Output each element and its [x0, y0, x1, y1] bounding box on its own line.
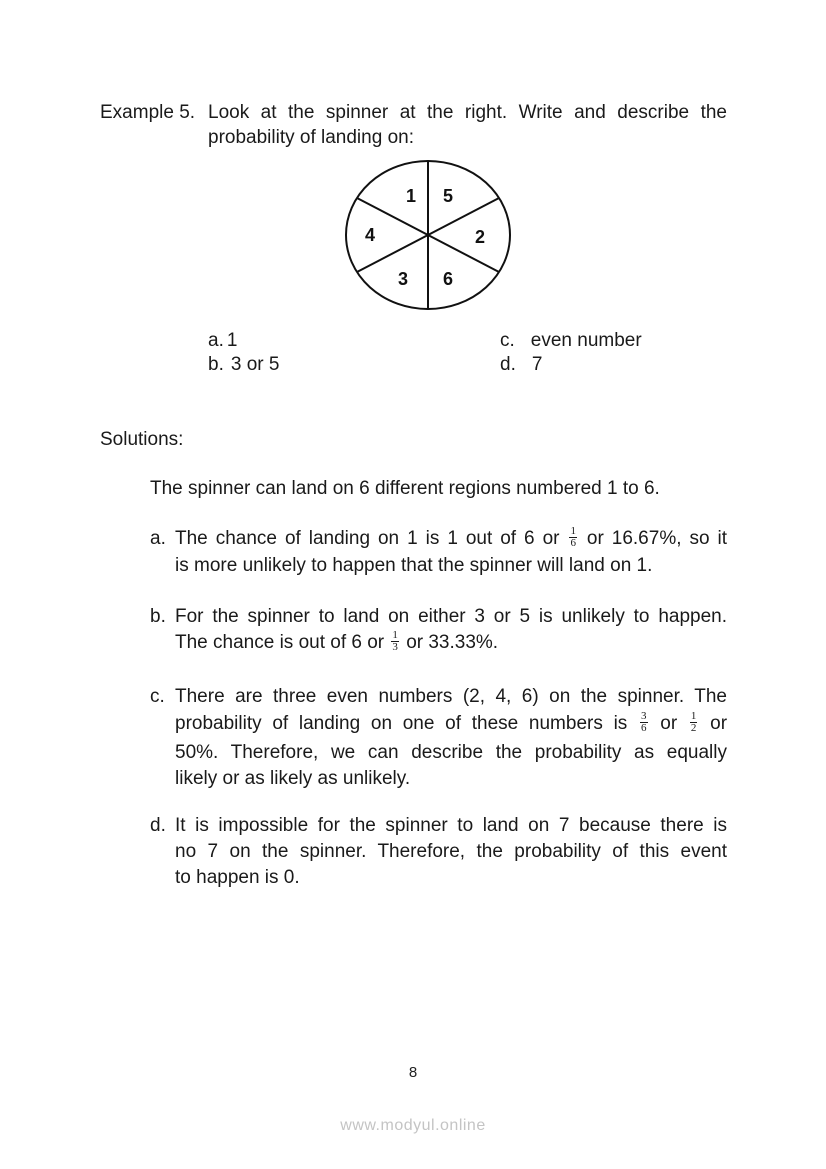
- solution-b-text: or 33.33%.: [406, 632, 499, 653]
- question-text: 7: [531, 354, 543, 375]
- spinner-section-5: 5: [443, 186, 454, 206]
- fraction-one-half: [690, 711, 698, 734]
- solutions-heading: Solutions:: [100, 429, 184, 450]
- fraction-denominator: 2: [690, 722, 697, 735]
- solution-a-line2: is more unlikely to happen that the spinner will land on 1.: [175, 555, 653, 576]
- fraction-denominator: 3: [392, 641, 398, 654]
- spinner-section-4: 4: [365, 225, 376, 245]
- question-text: 1: [226, 330, 238, 351]
- solution-b-letter: b.: [150, 606, 166, 627]
- solution-d-line3: to happen is 0.: [175, 867, 300, 888]
- solution-c-line2: [175, 712, 727, 736]
- fraction-denominator: 6: [641, 722, 647, 735]
- example-prompt-line2: probability of landing on:: [208, 127, 414, 148]
- question-letter: d.: [500, 354, 516, 375]
- example-label: Example 5.: [100, 102, 196, 123]
- solution-d-letter: d.: [150, 815, 166, 836]
- solution-c-letter: c.: [150, 686, 165, 707]
- fraction-one-sixth: [569, 526, 577, 549]
- spinner-section-1: 1: [406, 186, 417, 206]
- solution-a-line1: [175, 527, 727, 551]
- spinner-section-6: 6: [443, 269, 454, 289]
- solution-c-line4: likely or as likely as unlikely.: [175, 768, 411, 789]
- page-number: 8: [408, 1064, 418, 1081]
- solution-c-line1: There are three even numbers (2, 4, 6) on the spinner. The: [175, 686, 727, 707]
- solution-b-text: The chance is out of 6 or: [175, 632, 385, 653]
- fraction-one-third: [391, 630, 399, 653]
- solution-c-line3: 50%. Therefore, we can describe the probability as equally: [175, 742, 727, 763]
- question-letter: c.: [500, 330, 515, 351]
- spinner-section-3: 3: [398, 269, 409, 289]
- solution-a-text: or 16.67%, so it: [586, 528, 727, 549]
- question-d: [500, 353, 542, 377]
- solution-c-text: or: [710, 713, 728, 734]
- solution-a-text: The chance of landing on 1 is 1 out of 6 or: [175, 528, 560, 549]
- fraction-numerator: 1: [570, 525, 576, 538]
- question-c: [500, 329, 642, 353]
- example-prompt-line1: Look at the spinner at the right. Write and describe the: [208, 102, 727, 123]
- question-letter: a.: [208, 330, 224, 351]
- spinner-diagram: [340, 155, 520, 315]
- spinner-section-2: 2: [475, 227, 486, 247]
- watermark: www.modyul.online: [340, 1117, 486, 1134]
- question-text: 3 or 5: [230, 354, 280, 375]
- fraction-numerator: 1: [690, 710, 697, 723]
- solution-b-line2: [175, 631, 498, 655]
- solutions-intro: The spinner can land on 6 different regions numbered 1 to 6.: [150, 478, 660, 499]
- solution-b-line1: For the spinner to land on either 3 or 5 is unlikely to happen.: [175, 606, 727, 627]
- fraction-denominator: 6: [570, 537, 576, 550]
- solution-d-line2: no 7 on the spinner. Therefore, the probability of this event: [175, 841, 727, 862]
- fraction-three-sixths: [640, 711, 648, 734]
- question-letter: b.: [208, 354, 224, 375]
- solution-a-letter: a.: [150, 528, 166, 549]
- fraction-numerator: 3: [641, 710, 647, 723]
- fraction-numerator: 1: [392, 629, 398, 642]
- question-text: even number: [530, 330, 642, 351]
- question-b: [208, 353, 279, 377]
- solution-c-text: probability of landing on one of these numbers is: [175, 713, 628, 734]
- solution-c-text: or: [660, 713, 678, 734]
- solution-d-line1: It is impossible for the spinner to land on 7 because there is: [175, 815, 727, 836]
- question-a: [208, 329, 237, 353]
